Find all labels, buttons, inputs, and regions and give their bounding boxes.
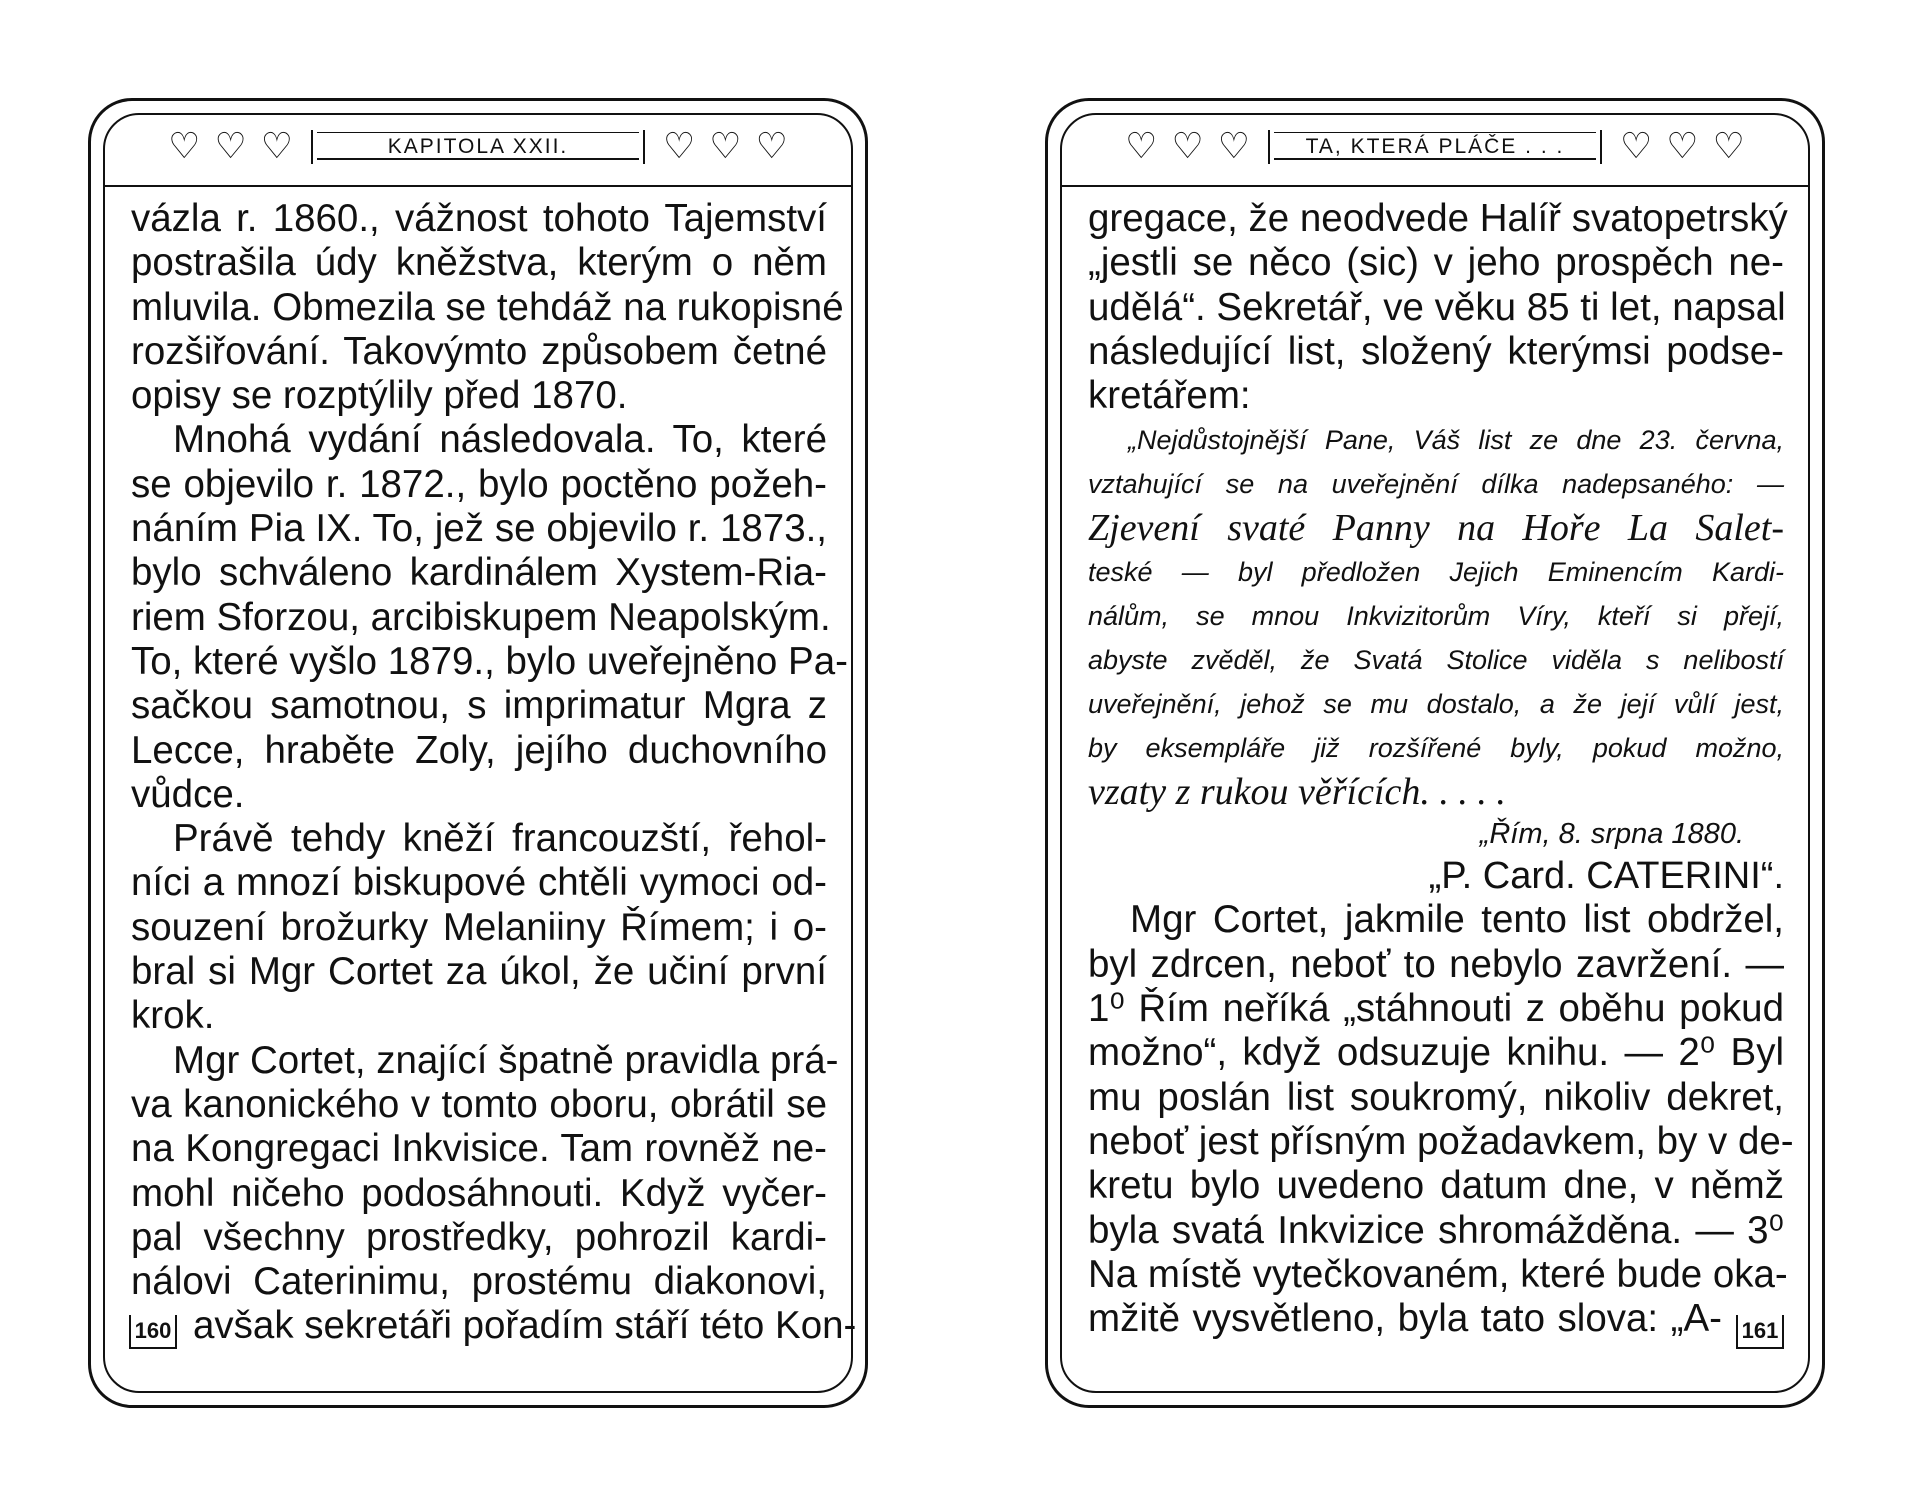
right-page (1045, 98, 1825, 1408)
quote-line: teské — byl předložen Jejich Eminencím Kardi- (1088, 557, 1784, 588)
quote-line: nálům, se mnou Inkvizitorům Víry, kteří si přejí, (1088, 601, 1784, 632)
heart-icon: ♡ (1171, 126, 1204, 167)
text-line: gregace, že neodvede Halíř svatopetrský (1088, 197, 1788, 240)
text-line: krok. (131, 994, 215, 1038)
text-line: Mgr Cortet, znající špatně pravidla prá- (173, 1038, 839, 1082)
text-line: Mnohá vydání následovala. To, které (173, 418, 827, 462)
page-number: 161 (1736, 1315, 1784, 1349)
running-head: TA, KTERÁ PLÁČE . . . (1268, 130, 1602, 164)
running-head: KAPITOLA XXII. (311, 130, 645, 164)
left-page-body (131, 197, 857, 1349)
text-line: va kanonického v tomto oboru, obrátil se (131, 1082, 827, 1126)
right-page-body (1088, 197, 1794, 1341)
heart-icon: ♡ (260, 126, 293, 167)
text-line: riem Sforzou, arcibiskupem Neapolským. (131, 595, 831, 639)
heart-icon: ♡ (214, 126, 247, 167)
text-line: Mgr Cortet, jakmile tento list obdržel, (1130, 898, 1784, 942)
text-line: Lecce, hraběte Zoly, jejího duchovního (131, 728, 827, 772)
text-line: sačkou samotnou, s imprimatur Mgra z (131, 684, 827, 728)
text-line: bral si Mgr Cortet za úkol, že učiní první (131, 950, 827, 994)
text-line: 1⁰ Řím neříká „stáhnouti z oběhu pokud (1088, 987, 1784, 1031)
text-line: avšak sekretáři pořadím stáří této Kon- (193, 1304, 857, 1348)
text-line: postrašila údy kněžstva, kterým o něm (131, 241, 827, 285)
text-line: pal všechny prostředky, pohrozil kardi- (131, 1215, 827, 1259)
text-line: níci a mnozí biskupové chtěli vymoci od- (131, 861, 827, 905)
text-line: následující list, složený kterýmsi podse- (1088, 329, 1784, 373)
text-line: opisy se rozptýlily před 1870. (131, 374, 628, 418)
text-line: To, které vyšlo 1879., bylo uveřejněno Pa- (131, 639, 848, 683)
text-line: možno“, když odsuzuje knihu. — 2⁰ Byl (1088, 1031, 1784, 1075)
text-line: mluvila. Obmezila se tehdáž na rukopisné (131, 285, 844, 329)
letter-signature: „P. Card. CATERINI“. (1428, 855, 1784, 898)
heart-icon: ♡ (709, 126, 742, 167)
heart-icon: ♡ (663, 126, 696, 167)
text-line: byla svatá Inkvizice shromážděna. — 3⁰ (1088, 1208, 1784, 1252)
quote-line: vztahující se na uveřejnění dílka nadepsaného: — (1088, 469, 1784, 500)
quote-line: abyste zvěděl, že Svatá Stolice viděla s nelibostí (1088, 645, 1784, 676)
text-line: nálovi Caterinimu, prostému diakonovi, (131, 1260, 827, 1304)
heart-icon: ♡ (1712, 126, 1745, 167)
heart-icon: ♡ (1666, 126, 1699, 167)
text-line: byl zdrcen, neboť to nebylo zavržení. — (1088, 942, 1784, 986)
heart-icon: ♡ (1620, 126, 1653, 167)
text-line: „jestli se něco (sic) v jeho prospěch ne- (1088, 241, 1784, 285)
quote-line: uveřejnění, jehož se mu dostalo, a že její vůlí jest, (1088, 689, 1784, 720)
right-page-header (1048, 123, 1822, 171)
left-page-header (91, 123, 865, 171)
text-line: náním Pia IX. To, jež se objevilo r. 1873., (131, 507, 827, 551)
text-line: bylo schváleno kardinálem Xystem-Ria- (131, 551, 827, 595)
header-rule (103, 185, 853, 187)
heart-icon: ♡ (755, 126, 788, 167)
heart-icon: ♡ (168, 126, 201, 167)
letter-place-date: „Řím, 8. srpna 1880. (1479, 818, 1744, 851)
right-header-hearts-right (1620, 126, 1745, 167)
text-line: rozšiřování. Takovýmto způsobem četné (131, 329, 827, 373)
left-header-hearts-right (663, 126, 788, 167)
text-line: kretu bylo uvedeno datum dne, v němž (1088, 1164, 1784, 1208)
heart-icon: ♡ (1125, 126, 1158, 167)
text-line: Na místě vytečkovaném, které bude oka- (1088, 1252, 1788, 1296)
text-line: vázla r. 1860., vážnost tohoto Tajemství (131, 197, 827, 240)
text-line: udělá“. Sekretář, ve věku 85 ti let, napsal (1088, 285, 1786, 329)
quote-line: Zjevení svaté Panny na Hoře La Salet- (1088, 507, 1784, 550)
text-line: mohl ničeho podosáhnouti. Když vyčer- (131, 1171, 827, 1215)
heart-icon: ♡ (1217, 126, 1250, 167)
right-header-hearts-left (1125, 126, 1250, 167)
text-line: neboť jest přísným požadavkem, by v de- (1088, 1119, 1794, 1163)
text-line: souzení brožurky Melaniiny Římem; i o- (131, 905, 827, 949)
left-header-hearts-left (168, 126, 293, 167)
left-page (88, 98, 868, 1408)
text-line: se objevilo r. 1872., bylo poctěno požeh- (131, 462, 827, 506)
text-line: Právě tehdy kněží francouzští, řehol- (173, 817, 827, 861)
text-line: vůdce. (131, 772, 245, 816)
quote-line: vzaty z rukou věřících. . . . . (1088, 771, 1506, 814)
quote-line: „Nejdůstojnější Pane, Váš list ze dne 23. června, (1128, 425, 1784, 456)
text-line: mu poslán list soukromý, nikoliv dekret, (1088, 1075, 1784, 1119)
text-line: kretářem: (1088, 374, 1251, 418)
header-rule (1060, 185, 1810, 187)
page-number: 160 (129, 1315, 177, 1349)
text-line: na Kongregaci Inkvisice. Tam rovněž ne- (131, 1127, 827, 1171)
quote-line: by eksempláře již rozšířené byly, pokud možno, (1088, 733, 1784, 764)
text-line: mžitě vysvětleno, byla tato slova: „A- (1088, 1297, 1722, 1341)
quoted-letter (1088, 418, 1784, 814)
